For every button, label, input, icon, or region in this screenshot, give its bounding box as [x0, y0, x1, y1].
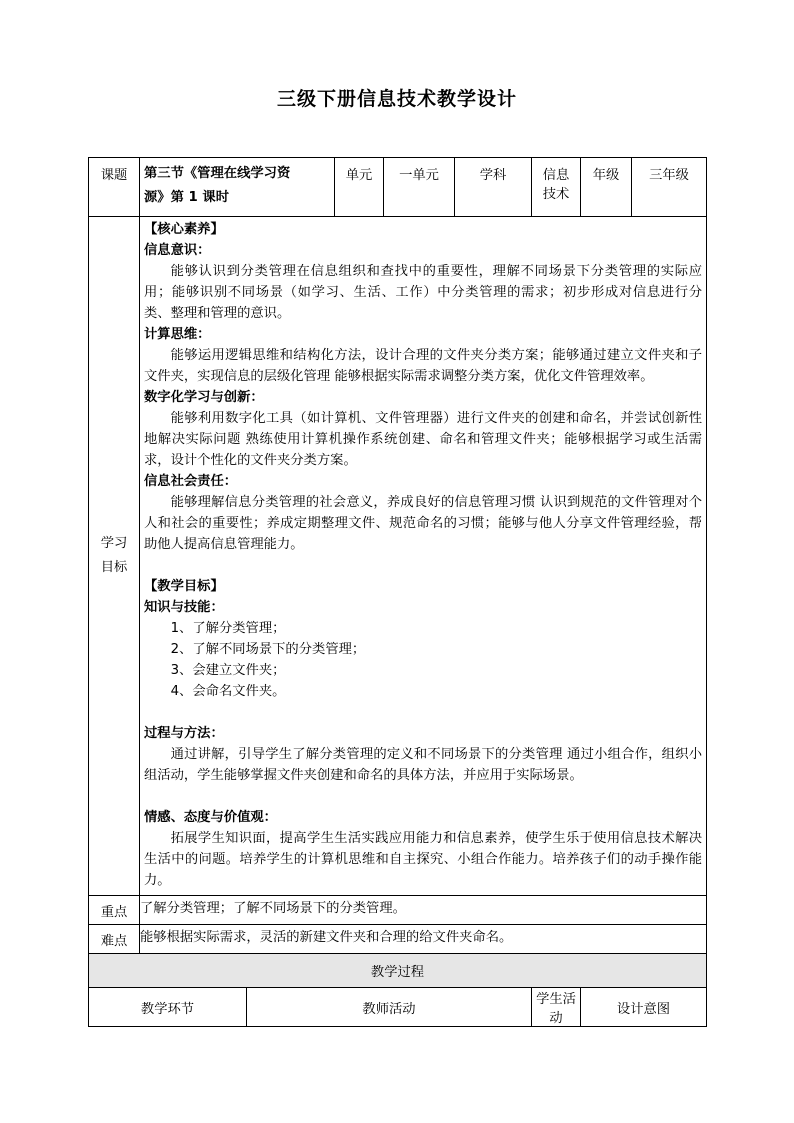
knowledge-item: 1、了解分类管理；: [170, 621, 286, 636]
digital-learning-text: 能够利用数字化工具（如计算机、文件管理器）进行文件夹的创建和命名，并尝试创新性地解决实际问题 熟练使用计算机操作系统创建、命名和管理文件夹；能够根据学习或生活需求，设计个性化的文件夹分类方案。: [144, 411, 703, 468]
process-methods-text: 通过讲解，引导学生了解分类管理的定义和不同场景下的分类管理 通过小组合作，组织小组活动，学生能够掌握文件夹创建和命名的具体方法，并应用于实际场景。: [144, 747, 703, 783]
goals-content: [140, 217, 707, 896]
topic-value: [140, 158, 335, 217]
core-literacy-heading: 【核心素养】: [144, 222, 224, 237]
process-methods-title: 过程与方法：: [144, 726, 224, 741]
goals-label-line1: 学习: [100, 536, 128, 551]
knowledge-item: 2、了解不同场景下的分类管理；: [170, 642, 366, 657]
teaching-goals-heading: 【教学目标】: [144, 579, 224, 594]
knowledge-skills-title: 知识与技能：: [144, 600, 224, 615]
column-teaching-step: 教学环节: [89, 988, 247, 1027]
process-columns-row: [89, 988, 707, 1027]
difficulty-label: 难点: [89, 925, 140, 954]
topic-value-line2: 源》第 1 课时: [144, 190, 229, 205]
subject-label: 学科: [455, 158, 532, 217]
unit-value: 一单元: [384, 158, 455, 217]
column-design-intent: 设计意图: [581, 988, 707, 1027]
subject-value: 信息技术: [532, 158, 581, 217]
unit-label: 单元: [335, 158, 384, 217]
computational-thinking-text: 能够运用逻辑思维和结构化方法，设计合理的文件夹分类方案；能够通过建立文件夹和子文件夹，实现信息的层级化管理 能够根据实际需求调整分类方案，优化文件管理效率。: [144, 348, 703, 384]
knowledge-item: 3、会建立文件夹；: [170, 663, 286, 678]
emotion-values-text: 拓展学生知识面，提高学生生活实践应用能力和信息素养，使学生乐于使用信息技术解决生活中的问题。培养学生的计算机思维和自主探究、小组合作能力。培养孩子们的动手操作能力。: [144, 831, 703, 888]
lesson-plan-table: [88, 157, 707, 1027]
teaching-process-row: [89, 954, 707, 988]
computational-thinking-title: 计算思维：: [144, 327, 211, 342]
knowledge-item: 4、会命名文件夹。: [170, 684, 286, 699]
goals-label-line2: 目标: [100, 560, 128, 575]
header-row: [89, 158, 707, 217]
digital-learning-title: 数字化学习与创新：: [144, 390, 264, 405]
goals-row: [89, 217, 707, 896]
key-point-label: 重点: [89, 896, 140, 925]
goals-label: [89, 217, 140, 896]
grade-label: 年级: [581, 158, 632, 217]
social-responsibility-text: 能够理解信息分类管理的社会意义，养成良好的信息管理习惯 认识到规范的文件管理对个人和社会的重要性；养成定期整理文件、规范命名的习惯；能够与他人分享文件管理经验，帮助他人提高信息管理能力。: [144, 495, 703, 552]
grade-value: 三年级: [632, 158, 707, 217]
info-awareness-title: 信息意识：: [144, 243, 211, 258]
difficulty-row: [89, 925, 707, 954]
key-point-text: 了解分类管理；了解不同场景下的分类管理。: [140, 896, 707, 925]
emotion-values-title: 情感、态度与价值观：: [144, 810, 277, 825]
topic-value-line1: 第三节《管理在线学习资: [144, 166, 291, 181]
document-title: 三级下册信息技术教学设计: [276, 88, 517, 110]
teaching-process-title: 教学过程: [89, 954, 707, 988]
column-teacher-activity: 教师活动: [247, 988, 532, 1027]
topic-label: 课题: [89, 158, 140, 217]
info-awareness-text: 能够认识到分类管理在信息组织和查找中的重要性，理解不同场景下分类管理的实际应用；能够识别不同场景（如学习、生活、工作）中分类管理的需求；初步形成对信息进行分类、整理和管理的意识。: [144, 264, 703, 321]
key-point-row: [89, 896, 707, 925]
column-student-activity: 学生活动: [532, 988, 581, 1027]
difficulty-text: 能够根据实际需求，灵活的新建文件夹和合理的给文件夹命名。: [140, 925, 707, 954]
social-responsibility-title: 信息社会责任：: [144, 474, 238, 489]
